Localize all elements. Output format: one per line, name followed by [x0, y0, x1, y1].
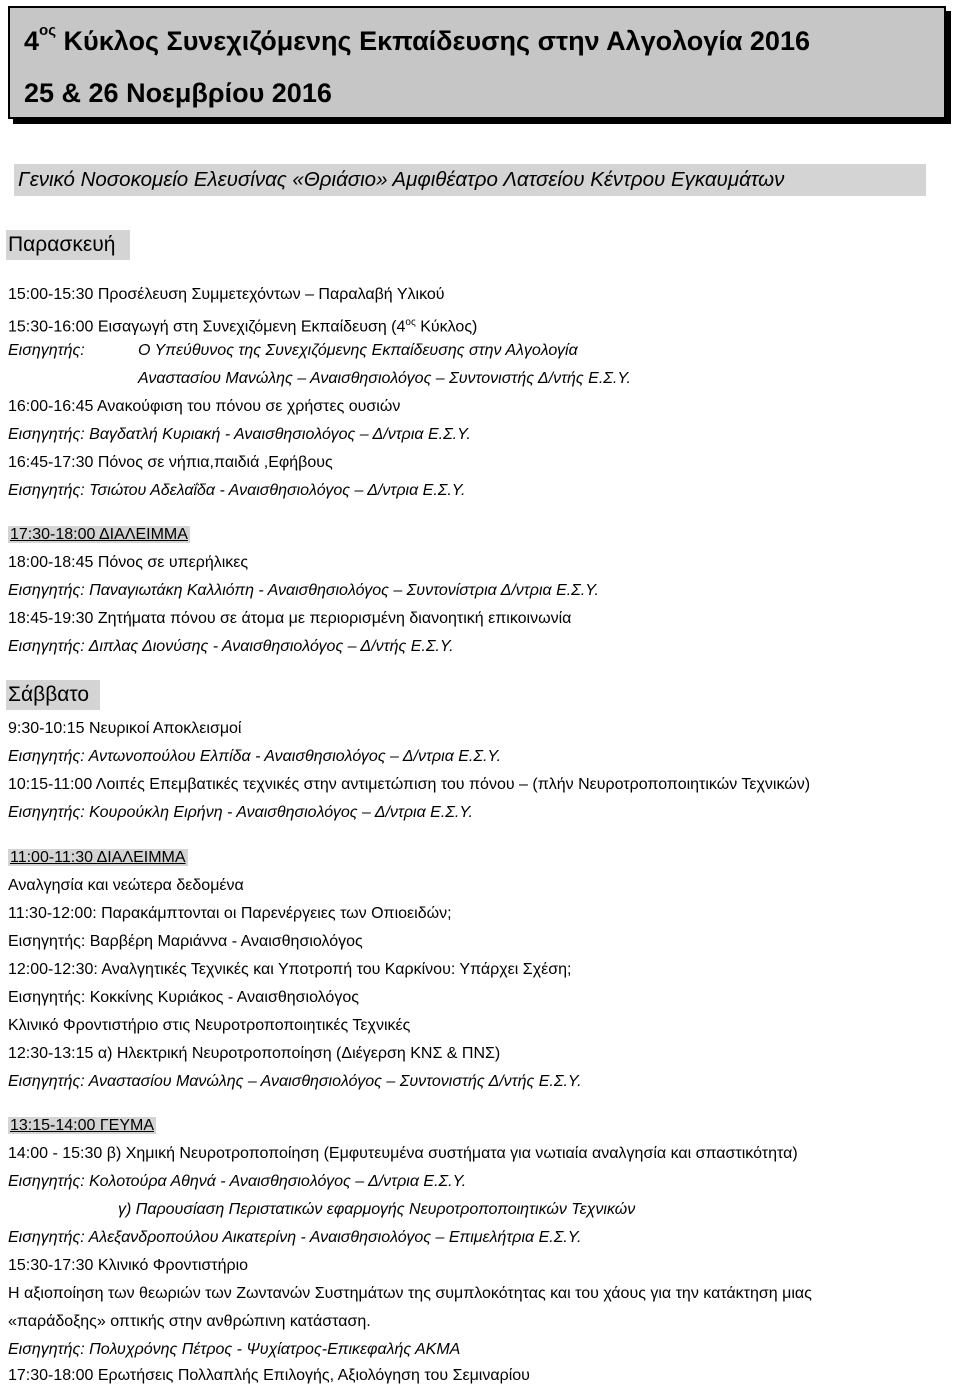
title-box — [8, 6, 946, 119]
schedule-line: 14:00 - 15:30 β) Χημική Νευροτροποποίηση (Εμφυτευμένα συστήματα για νωτιαία αναλγησία και σπαστικότητα) — [8, 1145, 798, 1162]
speaker-line: Εισηγητής: Πολυχρόνης Πέτρος - Ψυχίατρος-Επικεφαλής ΑΚΜΑ — [8, 1341, 461, 1358]
schedule-line: 11:30-12:00: Παρακάμπτονται οι Παρενέργειες των Οπιοειδών; — [8, 905, 452, 922]
schedule-line: γ) Παρουσίαση Περιστατικών εφαρμογής Νευροτροποποιητικών Τεχνικών — [118, 1201, 636, 1218]
speaker-line: Εισηγητής: Κοκκίνης Κυριάκος - Αναισθησιολόγος — [8, 989, 359, 1006]
speaker-line: Εισηγητής: Αλεξανδροπούλου Αικατερίνη - Αναισθησιολόγος – Επιμελήτρια Ε.Σ.Υ. — [8, 1229, 582, 1246]
venue-line: Γενικό Νοσοκομείο Ελευσίνας «Θριάσιο» Αμφιθέατρο Λατσείου Κέντρου Εγκαυμάτων — [14, 164, 926, 196]
schedule-line: 16:45-17:30 Πόνος σε νήπια,παιδιά ,Εφήβους — [8, 454, 333, 471]
schedule-line: 12:30-13:15 α) Ηλεκτρική Νευροτροποποίηση (Διέγερση ΚΝΣ & ΠΝΣ) — [8, 1045, 501, 1062]
schedule-line: 12:00-12:30: Αναλγητικές Τεχνικές και Υποτροπή του Καρκίνου: Υπάρχει Σχέση; — [8, 961, 572, 978]
schedule-line: 18:00-18:45 Πόνος σε υπερήλικες — [8, 554, 249, 571]
speaker-label: Εισηγητής: — [8, 342, 85, 359]
schedule-line: «παράδοξης» οπτικής στην ανθρώπινη κατάσταση. — [8, 1313, 371, 1330]
speaker-line: Εισηγητής: Κολοτούρα Αθηνά - Αναισθησιολόγος – Δ/ντρια Ε.Σ.Υ. — [8, 1173, 467, 1190]
speaker-line: Εισηγητής: Κουρούκλη Ειρήνη - Αναισθησιολόγος – Δ/ντρια Ε.Σ.Υ. — [8, 804, 473, 821]
break-line: 17:30-18:00 ΔΙΑΛΕΙΜΜΑ — [10, 526, 188, 543]
speaker-line: Εισηγητής: Παναγιωτάκη Καλλιόπη - Αναισθησιολόγος – Συντονίστρια Δ/ντρια Ε.Σ.Υ. — [8, 582, 599, 599]
speaker-line: Εισηγητής: Βαγδατλή Κυριακή - Αναισθησιολόγος – Δ/ντρια Ε.Σ.Υ. — [8, 426, 471, 443]
speaker-line: Εισηγητής: Βαρβέρη Μαριάννα - Αναισθησιολόγος — [8, 933, 363, 950]
schedule-line: 15:00-15:30 Προσέλευση Συμμετεχόντων – Παραλαβή Υλικού — [8, 286, 445, 303]
schedule-line: 10:15-11:00 Λοιπές Επεμβατικές τεχνικές στην αντιμετώπιση του πόνου – (πλήν Νευροτροποποιητικών Τεχνικών) — [8, 776, 811, 793]
speaker-line: Εισηγητής: Τσιώτου Αδελαΐδα - Αναισθησιολόγος – Δ/ντρια Ε.Σ.Υ. — [8, 482, 466, 499]
schedule-line: 18:45-19:30 Ζητήματα πόνου σε άτομα με περιορισμένη διανοητική επικοινωνία — [8, 610, 572, 627]
schedule-line: Κλινικό Φροντιστήριο στις Νευροτροποποιητικές Τεχνικές — [8, 1017, 411, 1034]
speaker-line: Αναστασίου Μανώλης – Αναισθησιολόγος – Συντονιστής Δ/ντής Ε.Σ.Υ. — [138, 370, 631, 387]
schedule-line: 15:30-16:00 Εισαγωγή στη Συνεχιζόμενη Εκπαίδευση ($4^{o\varsigma}$ Κύκλος) — [8, 317, 478, 336]
schedule-line: 15:30-17:30 Κλινικό Φροντιστήριο — [8, 1257, 249, 1274]
speaker-line: Εισηγητής: Αντωνοπούλου Ελπίδα - Αναισθησιολόγος – Δ/ντρια Ε.Σ.Υ. — [8, 748, 502, 765]
schedule-line: Η αξιοποίηση των θεωριών των Ζωντανών Συστημάτων της συμπλοκότητας και του χάους για την κατάκτηση μιας — [8, 1285, 812, 1302]
schedule-line: Αναλγησία και νεώτερα δεδομένα — [8, 877, 244, 894]
day-heading-friday: Παρασκευή — [6, 230, 130, 260]
event-dates: 25 & 26 Νοεμβρίου 2016 — [24, 78, 332, 108]
break-line: 11:00-11:30 ΔΙΑΛΕΙΜΜΑ — [10, 849, 186, 866]
schedule-line: 9:30-10:15 Νευρικοί Αποκλεισμοί — [8, 720, 242, 737]
schedule-line: 16:00-16:45 Ανακούφιση του πόνου σε χρήστες ουσιών — [8, 398, 401, 415]
event-title: $4^{o\varsigma}$ Κύκλος Συνεχιζόμενης Εκπαίδευσης στην Αλγολογία 2016 — [24, 22, 810, 56]
speaker-line: Εισηγητής: Διπλας Διονύσης - Αναισθησιολόγος – Δ/ντής Ε.Σ.Υ. — [8, 638, 454, 655]
schedule-line: 17:30-18:00 Ερωτήσεις Πολλαπλής Επιλογής, Αξιολόγηση του Σεμιναρίου — [8, 1367, 530, 1384]
speaker-line: Ο Υπεύθυνος της Συνεχιζόμενης Εκπαίδευσης στην Αλγολογία — [138, 342, 578, 359]
break-line: 13:15-14:00 ΓΕΥΜΑ — [10, 1117, 155, 1134]
day-heading-saturday: Σάββατο — [6, 680, 100, 710]
speaker-line: Εισηγητής: Αναστασίου Μανώλης – Αναισθησιολόγος – Συντονιστής Δ/ντής Ε.Σ.Υ. — [8, 1073, 582, 1090]
